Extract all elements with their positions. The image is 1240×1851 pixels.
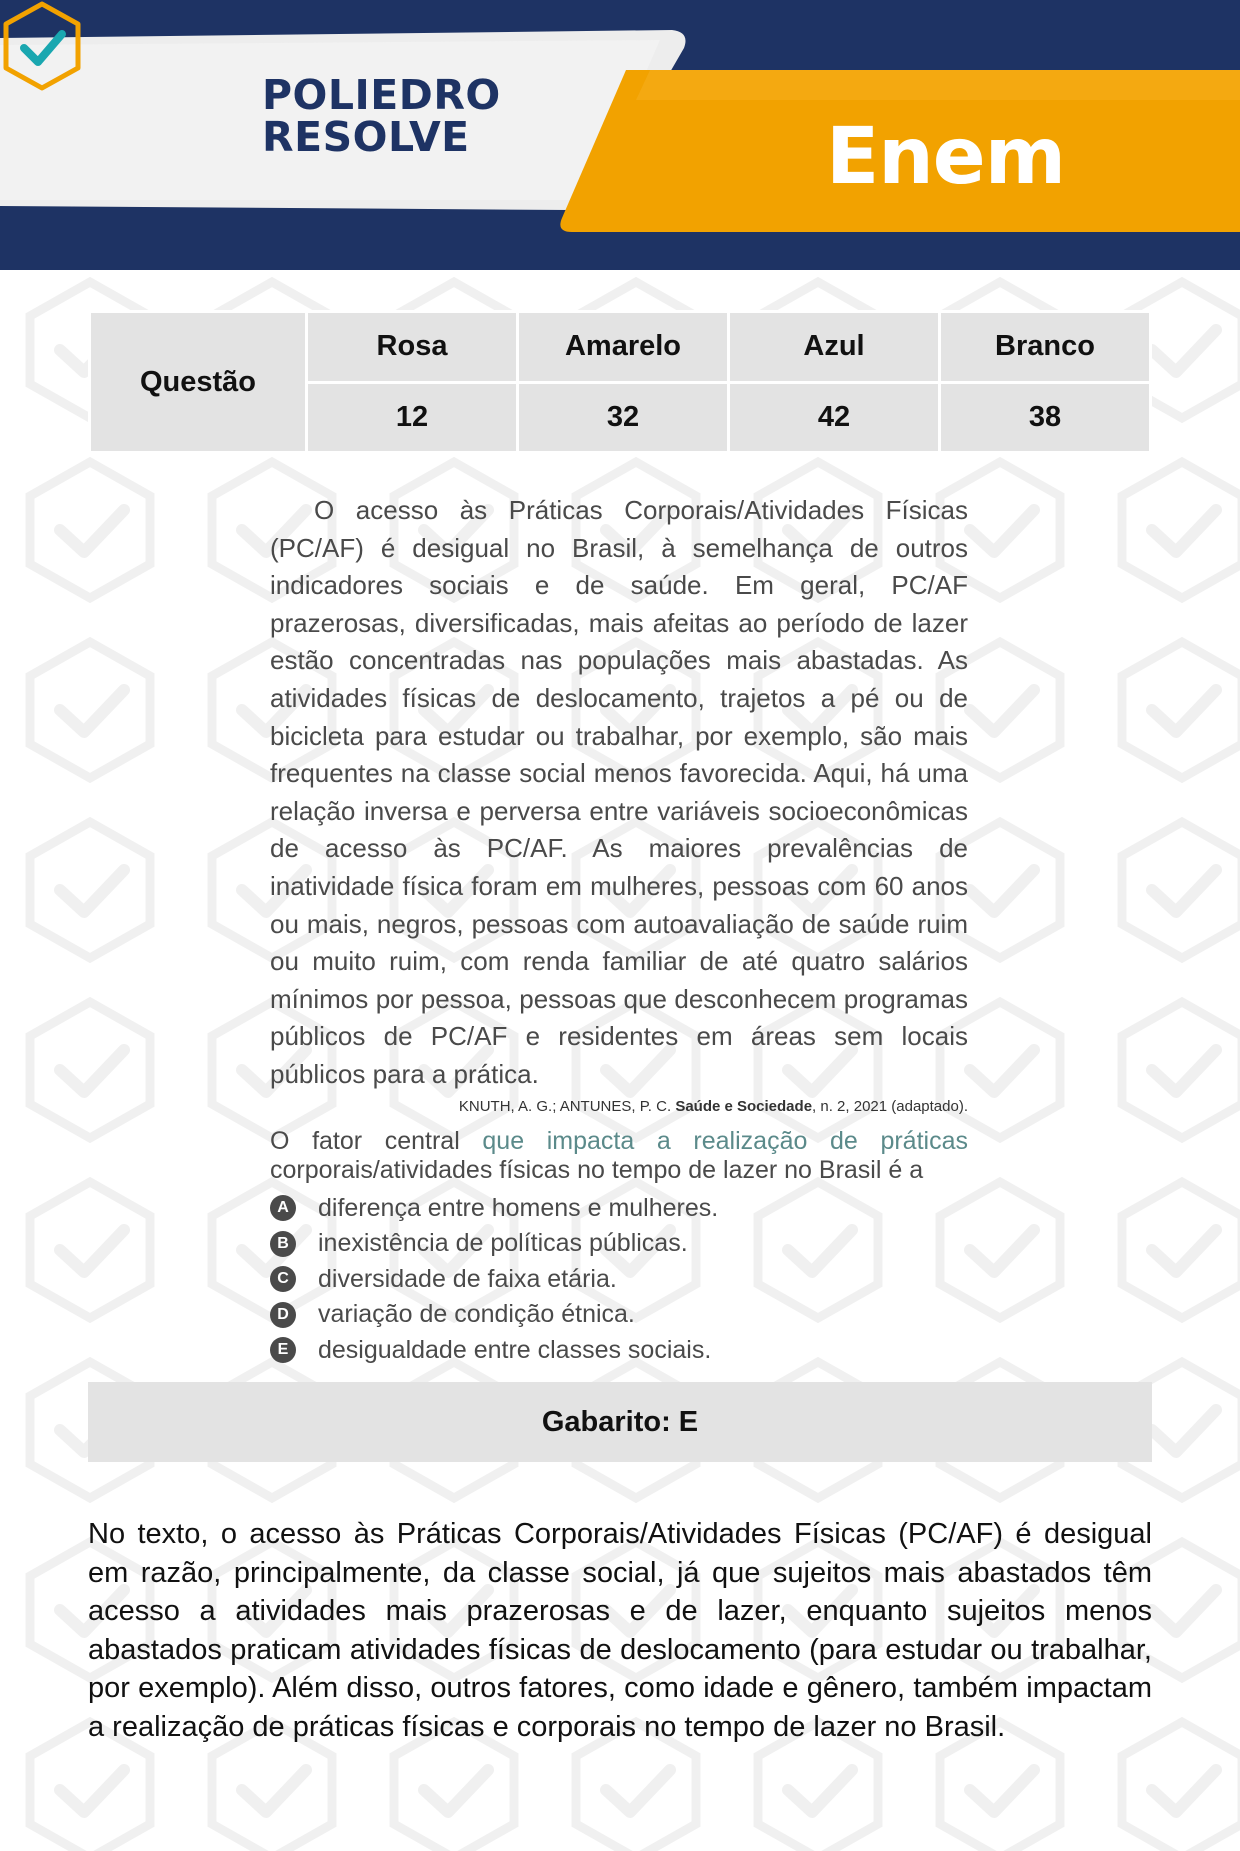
exam-title: Enem [826,112,1065,202]
option-a [270,1191,968,1227]
option-text: variação de condição étnica. [318,1300,635,1329]
passage-body: O acesso às Práticas Corporais/Atividades Físicas (PC/AF) é desigual no Brasil, à semelhança de outros indicadores sociais e de saúde. Em geral, PC/AF prazerosas, diversificadas, mais afeitas ao período de lazer estão concentradas nas populações mais abastadas. As atividades físicas de deslocamento, trajetos a pé ou de bicicleta para estudar ou trabalhar, por exemplo, são mais frequentes na classe social menos favorecida. Aqui, há uma relação inversa e perversa entre variáveis socioeconômicas de acesso às PC/AF. As maiores prevalências de inatividade física foram em mulheres, pessoas com 60 anos ou mais, negros, pessoas com autoavaliação de saúde ruim ou muito ruim, com renda familiar de até quatro salários mínimos por pessoa, pessoas que desconhecem programas públicos de PC/AF e residentes em áreas sem locais públicos para a prática. [270,495,968,1089]
citation [270,1098,968,1115]
number-branco: 38 [940,382,1151,453]
option-c [270,1262,968,1298]
number-azul: 42 [729,382,940,453]
color-rosa: Rosa [307,312,518,383]
poliedro-check-icon [0,0,84,92]
number-rosa: 12 [307,382,518,453]
table-row [90,312,1151,383]
passage-text [270,492,968,1094]
option-letter-badge: E [270,1337,296,1363]
citation-journal: Saúde e Sociedade [675,1097,813,1115]
stem-part-2: que impacta a realização de práticas [482,1126,968,1155]
stem-part-1: O fator central [270,1126,483,1155]
option-text: desigualdade entre classes sociais. [318,1335,712,1364]
question-stem [270,1127,968,1185]
option-text: diversidade de faixa etária. [318,1264,617,1293]
brand-line-2: RESOLVE [262,113,470,161]
citation-rest: , n. 2, 2021 (adaptado). [812,1097,968,1115]
color-azul: Azul [729,312,940,383]
answer-key: Gabarito: E [88,1382,1152,1462]
answer-options [270,1191,968,1369]
number-amarelo: 32 [518,382,729,453]
color-branco: Branco [940,312,1151,383]
brand-line-1: POLIEDRO [262,71,501,119]
brand-logo-text [262,71,501,161]
stem-part-3: corporais/atividades físicas no tempo de lazer no Brasil é a [270,1155,924,1184]
option-letter-badge: A [270,1195,296,1221]
explanation-text: No texto, o acesso às Práticas Corporais/Atividades Físicas (PC/AF) é desigual em razão, principalmente, da classe social, já que sujeitos mais abastados têm acesso a atividades mais prazerosas e de lazer, enquanto sujeitos menos abastados praticam atividades físicas de deslocamento (para estudar ou trabalhar, por exemplo). Além disso, outros fatores, como idade e gênero, também impactam a realização de práticas físicas e corporais no tempo de lazer no Brasil. [88,1518,1152,1743]
question-number-table [88,310,1152,454]
color-amarelo: Amarelo [518,312,729,383]
option-b [270,1226,968,1262]
question-label: Questão [90,312,307,453]
header-banner [0,0,1240,270]
option-e [270,1333,968,1369]
option-text: diferença entre homens e mulheres. [318,1193,719,1222]
option-letter-badge: B [270,1231,296,1257]
option-d [270,1297,968,1333]
citation-authors: KNUTH, A. G.; ANTUNES, P. C. [458,1097,672,1115]
option-letter-badge: D [270,1302,296,1328]
option-letter-badge: C [270,1266,296,1292]
question-block [270,492,968,1368]
option-text: inexistência de políticas públicas. [318,1229,688,1258]
